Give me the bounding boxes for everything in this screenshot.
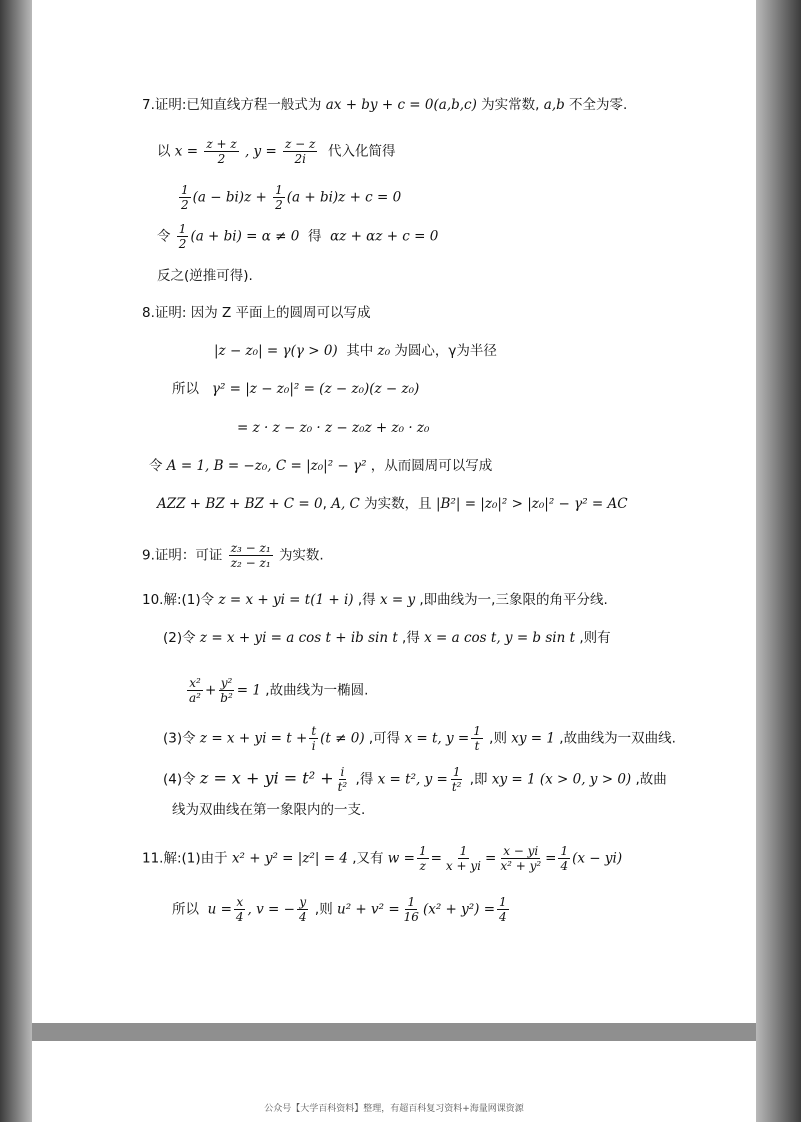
text: 10.解:(1)令	[142, 592, 215, 608]
denominator: 4	[235, 910, 244, 924]
fraction	[417, 844, 429, 873]
p7-line1	[142, 96, 627, 114]
numerator: 1	[178, 222, 187, 236]
math: (a + bi)z + c = 0	[286, 189, 402, 206]
math: AZZ + BZ + BZ + C = 0	[157, 496, 323, 512]
p7-line4	[157, 222, 438, 251]
numerator: y²	[220, 676, 233, 690]
denominator: 16	[403, 910, 419, 924]
text: ，从而圆周可以写成	[370, 458, 493, 474]
math: , v = −	[247, 901, 295, 918]
denominator: t²	[337, 780, 348, 794]
fraction	[187, 676, 203, 705]
fraction	[177, 222, 189, 251]
text: 令	[149, 458, 163, 474]
fraction	[273, 183, 285, 212]
math: xy = 1	[511, 730, 555, 747]
text: ,即	[469, 771, 488, 788]
denominator: x² + y²	[500, 859, 542, 873]
math: = 1	[236, 682, 261, 699]
numerator: 1	[452, 765, 461, 779]
p7-ab: a,b	[543, 97, 565, 113]
fraction	[558, 844, 570, 873]
p7-line2	[157, 137, 395, 166]
numerator: 1	[560, 844, 569, 858]
p7-line5: 反之(逆推可得).	[157, 268, 253, 284]
math: (x² + y²) =	[422, 901, 496, 918]
text: ,故曲线为一双曲线.	[559, 730, 676, 747]
fraction	[444, 844, 483, 873]
p10-line1	[142, 591, 608, 609]
math: u =	[207, 901, 232, 918]
text: ,则有	[579, 630, 611, 646]
fraction	[498, 844, 543, 873]
p10-line3	[185, 676, 368, 705]
numerator: y	[299, 895, 307, 909]
numerator: i	[340, 765, 345, 779]
fraction	[497, 895, 509, 924]
math: z = x + yi = t² +	[199, 768, 334, 788]
left-shadow	[0, 0, 32, 1122]
math: =	[430, 850, 442, 867]
math: αz + αz + c = 0	[330, 228, 439, 245]
math: x = t², y =	[377, 771, 448, 788]
fraction	[471, 724, 483, 753]
math: (a − bi)z +	[192, 189, 267, 206]
denominator: t	[474, 739, 480, 753]
text: ,得	[402, 630, 420, 646]
footer-text: 公众号【大学百科资料】整理，有超百科复习资料+海量网课资源	[264, 1104, 524, 1114]
math: (x − yi)	[572, 850, 623, 867]
math: (t ≠ 0)	[320, 730, 365, 747]
math: z₀	[377, 343, 391, 359]
denominator: 4	[560, 859, 569, 873]
math: z = x + yi = t(1 + i)	[218, 592, 354, 608]
math: = z · z − z₀ · z − z₀z + z₀ · z₀	[237, 420, 430, 436]
p7-head2: 为实常数,	[481, 97, 540, 113]
numerator: z + z	[206, 137, 237, 151]
p11-line2	[172, 895, 511, 924]
p10-line4	[163, 724, 676, 753]
fraction	[234, 895, 246, 924]
math: z = x + yi = t +	[199, 730, 308, 747]
fraction	[309, 724, 318, 753]
p10-line6: 线为双曲线在第一象限内的一支.	[172, 802, 366, 818]
math: γ² = |z − z₀|² = (z − z₀)(z − z₀)	[211, 381, 420, 397]
denominator: 2	[178, 237, 187, 251]
fraction	[402, 895, 421, 924]
denominator: 2i	[294, 152, 306, 166]
p8-line4	[237, 419, 429, 437]
p7-head: 7.证明:已知直线方程一般式为	[142, 97, 322, 113]
math: xy = 1 (x > 0, y > 0)	[491, 771, 632, 788]
p8-line3	[172, 380, 419, 398]
numerator: t	[311, 724, 317, 738]
p11-line1	[142, 844, 622, 873]
p8-line5	[149, 457, 492, 475]
math: x = a cos t, y = b sin t	[424, 630, 576, 646]
denominator: z₂ − z₁	[230, 556, 271, 570]
math: w =	[387, 850, 415, 867]
numerator: x	[236, 895, 244, 909]
numerator: 1	[459, 844, 468, 858]
math: x =	[174, 143, 199, 160]
document-page-1	[32, 0, 756, 1023]
math: x = y	[379, 592, 416, 608]
denominator: x + yi	[445, 859, 481, 873]
denominator: t²	[451, 780, 462, 794]
math: z = x + yi = a cos t + ib sin t	[199, 630, 398, 646]
numerator: 1	[418, 844, 427, 858]
numerator: 1	[181, 183, 189, 197]
math: |z − z₀| = γ(γ > 0)	[214, 343, 338, 359]
denominator: 2	[181, 198, 189, 212]
denominator: i	[311, 739, 316, 753]
text: ,得	[355, 771, 374, 788]
math: u² + v² =	[337, 901, 400, 918]
p8-head: 8.证明: 因为 Z 平面上的圆周可以写成	[142, 305, 371, 321]
text: ,则	[489, 730, 507, 747]
text: 为实数.	[278, 547, 324, 564]
math: A = 1, B = −z₀, C = |z₀|² − γ²	[166, 458, 367, 474]
denominator: 4	[499, 910, 507, 924]
text: 所以	[172, 901, 199, 918]
p8-line2	[214, 342, 497, 360]
text: ,故曲线为一椭圆.	[265, 682, 369, 699]
text: 所以	[172, 381, 199, 397]
text: ,即曲线为一,三象限的角平分线.	[419, 592, 608, 608]
math: =	[485, 850, 497, 867]
fraction	[297, 895, 309, 924]
fraction	[336, 765, 350, 794]
denominator: 2	[217, 152, 226, 166]
text: ,则	[314, 901, 333, 918]
p9-line	[142, 541, 324, 570]
text: (3)令	[163, 730, 196, 747]
text: ,又有	[352, 850, 384, 867]
text: (2)令	[163, 630, 196, 646]
p10-line2	[163, 629, 611, 647]
math: (a + bi) = α ≠ 0	[190, 228, 300, 245]
numerator: x − yi	[503, 844, 539, 858]
fraction	[283, 137, 317, 166]
p10-line5	[163, 765, 667, 794]
text: ,得	[357, 592, 376, 608]
numerator: 1	[473, 724, 481, 738]
text: (4)令	[163, 771, 196, 788]
p8-line6: AZZ + BZ + BZ + C = 0, A, C 为实数，且 |B²| = |z₀|² > |z₀|² − γ² = AC	[157, 496, 628, 512]
p7-line3	[177, 183, 401, 212]
denominator: 2	[275, 198, 283, 212]
text: ,故曲	[635, 771, 667, 788]
fraction	[204, 137, 238, 166]
text: 以	[157, 143, 171, 160]
math: |B²| = |z₀|² > |z₀|² − γ² = AC	[435, 496, 628, 512]
numerator: z − z	[285, 137, 316, 151]
fraction	[450, 765, 464, 794]
text: 得	[307, 228, 322, 245]
numerator: z₃ − z₁	[230, 541, 271, 555]
numerator: 1	[499, 895, 507, 909]
right-shadow	[756, 0, 801, 1122]
p7-head3: 不全为零.	[569, 97, 628, 113]
fraction	[229, 541, 273, 570]
text: 其中	[346, 343, 374, 359]
text: ,可得	[368, 730, 401, 747]
denominator: 4	[298, 910, 307, 924]
math: x = t, y =	[404, 730, 470, 747]
text: 代入化简得	[327, 143, 396, 160]
fraction	[179, 183, 191, 212]
text: 9.证明：可证	[142, 547, 223, 564]
text: 11.解:(1)由于	[142, 850, 228, 867]
numerator: 1	[275, 183, 283, 197]
fraction	[218, 676, 235, 705]
text: 为实数，且	[364, 496, 432, 512]
denominator: b²	[220, 691, 233, 705]
math: A, C	[331, 496, 360, 512]
text: 为圆心，γ为半径	[394, 343, 497, 359]
numerator: 1	[407, 895, 416, 909]
denominator: z	[419, 859, 426, 873]
math: x² + y² = |z²| = 4	[231, 850, 348, 867]
math: , y =	[244, 143, 277, 160]
math: =	[545, 850, 557, 867]
math: +	[204, 682, 217, 699]
numerator: x²	[189, 676, 201, 690]
document-page-2	[32, 1041, 756, 1122]
text: 令	[157, 228, 171, 245]
denominator: a²	[189, 691, 201, 705]
p7-eq: ax + by + c = 0(a,b,c)	[325, 97, 477, 113]
